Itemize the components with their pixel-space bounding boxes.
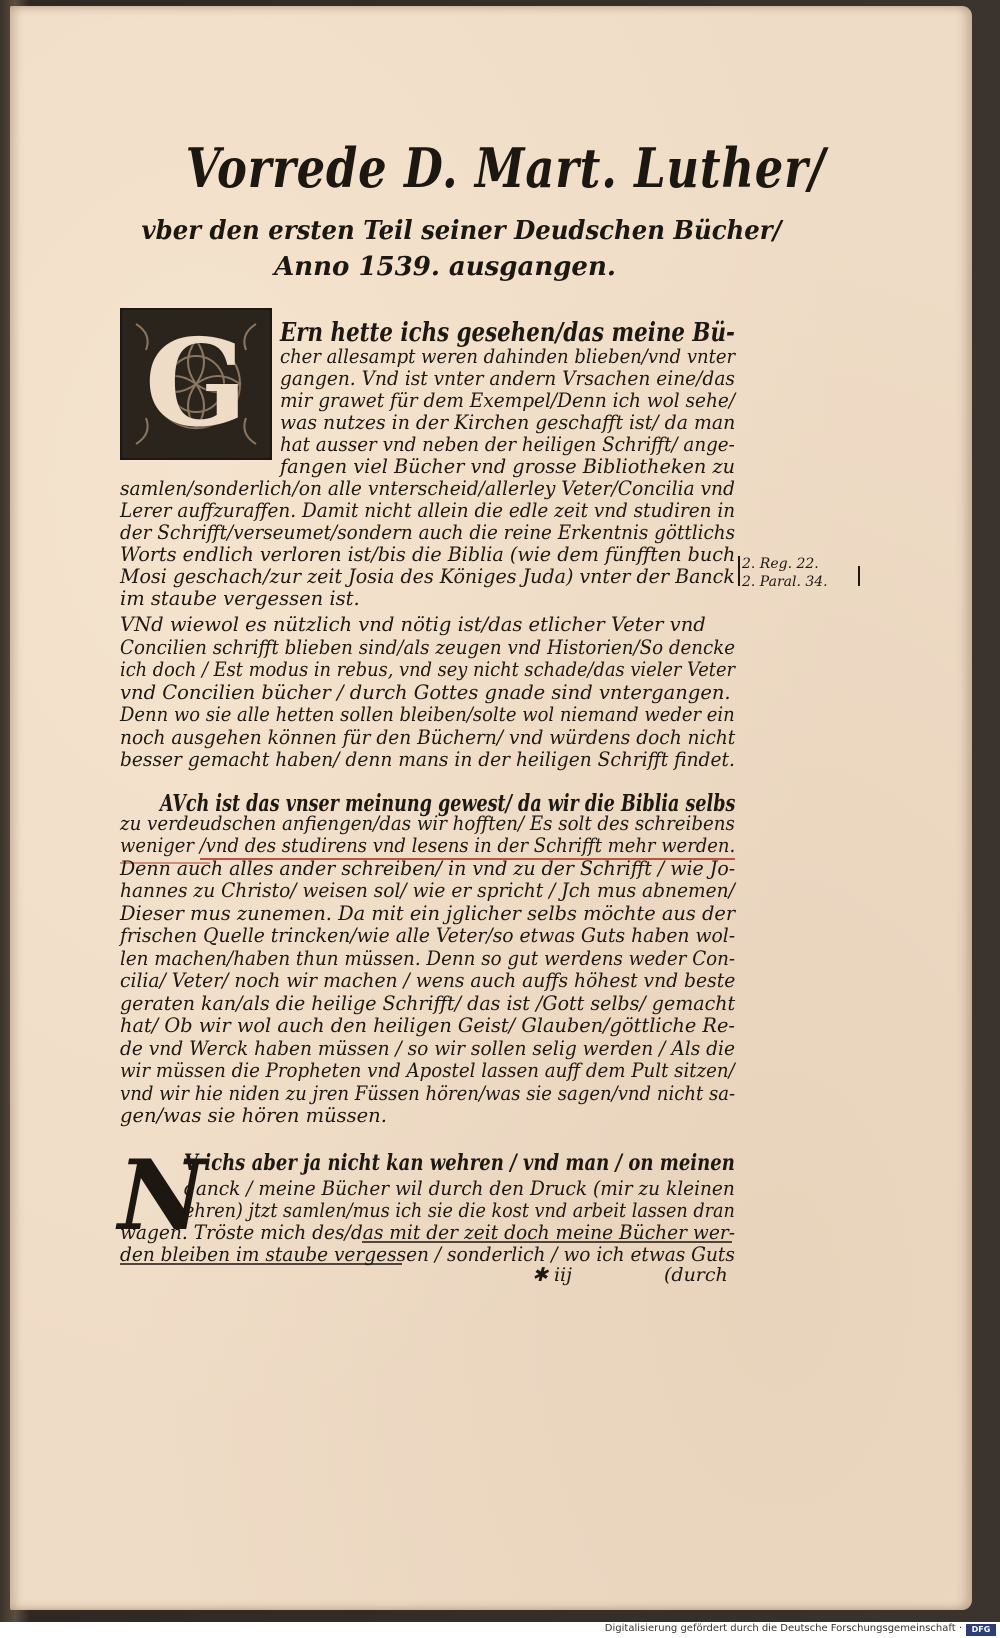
signature-mark: ✱ iij [532, 1264, 573, 1286]
paragraph-1-line: im staube vergessen ist. [120, 587, 360, 610]
paragraph-4-line: danck / meine Bücher wil durch den Druck (mir zu kleinen [184, 1177, 735, 1200]
paragraph-1-line: mir grawet für dem Exempel/Denn ich wol sehe/ [280, 389, 736, 412]
paragraph-1-line: gangen. Vnd ist vnter andern Vrsachen eine/das [280, 367, 735, 390]
paragraph-3-line: cilia/ Veter/ noch wir machen / wens auch auffs höhest vnd beste [120, 969, 736, 992]
paragraph-1-line: Ern hette ichs gesehen/das meine Bü- [280, 318, 735, 348]
paragraph-3-line: wir müssen die Propheten vnd Apostel lassen auff dem Pult sitzen/ [120, 1059, 735, 1082]
page-subtitle: vber den ersten Teil seiner Deudschen Bücher/ [141, 216, 782, 246]
initial-letter-g: G [144, 313, 248, 454]
paragraph-2-line: Concilien schrifft blieben sind/als zeugen vnd Historien/So dencke [120, 635, 736, 659]
catchword: (durch [664, 1264, 728, 1286]
margin-bracket [738, 556, 740, 586]
paragraph-1-line: Worts endlich verloren ist/bis die Biblia (wie dem fünfften buch [120, 543, 736, 566]
paragraph-4-line: V ichs aber ja nicht kan wehren / vnd man / on meinen [184, 1150, 735, 1176]
paragraph-2-line: VNd wiewol es nützlich vnd nötig ist/das etlicher Veter vnd [120, 613, 706, 636]
paragraph-3-line: Dieser mus zunemen. Da mit ein jglicher selbs möchte aus der [120, 901, 736, 925]
initial-letter-n: N [118, 1139, 206, 1252]
page-title: Vorrede D. Mart. Luther/ [185, 136, 826, 200]
dfg-logo-icon: DFG [966, 1624, 996, 1636]
paragraph-1-line: hat ausser vnd neben der heiligen Schrifft/ ange- [280, 433, 735, 456]
paragraph-2-line: vnd Concilien bücher / durch Gottes gnade sind vntergangen. [120, 680, 731, 704]
paragraph-1-line: was nutzes in der Kirchen geschafft ist/ da man [280, 411, 736, 434]
paragraph-3-line: frischen Quelle trincken/wie alle Veter/so etwas Guts haben wol- [120, 924, 736, 947]
paragraph-4-line: wagen. Tröste mich des/das mit der zeit doch meine Bücher wer- [120, 1221, 736, 1244]
paragraph-3-line: weniger /vnd des studirens vnd lesens in der Schrifft mehr werden. [120, 834, 736, 857]
margin-bracket-right [858, 566, 860, 586]
paragraph-3-line: vnd wir hie niden zu jren Füssen hören/was sie sagen/vnd nicht sa- [120, 1081, 736, 1105]
paragraph-3-line: gen/was sie hören müssen. [120, 1104, 387, 1127]
paragraph-3-line: hat/ Ob wir wol auch den heiligen Geist/ Glauben/göttliche Re- [120, 1014, 735, 1037]
footer-credit: Digitalisierung gefördert durch die Deutsche Forschungsgemeinschaft · [604, 1623, 962, 1634]
paragraph-1-line: Lerer auffzuraffen. Damit nicht allein die edle zeit vnd studiren in [120, 499, 736, 522]
paragraph-4-line: den bleiben im staube vergessen / sonderlich / wo ich etwas Guts [120, 1243, 735, 1266]
paragraph-3-line: AVch ist das vnser meinung gewest/ da wir die Biblia selbs [160, 790, 736, 817]
paragraph-3-line: len machen/haben thun müssen. Denn so gut werdens weder Con- [120, 946, 736, 970]
paragraph-3-line: de vnd Werck haben müssen / so wir sollen selig werden / Als die [120, 1036, 735, 1060]
paragraph-1-line: samlen/sonderlich/on alle vnterscheid/allerley Veter/Concilia vnd [120, 477, 735, 500]
paragraph-2-line: ich doch / Est modus in rebus, vnd sey nicht schade/das vieler Veter [120, 658, 736, 681]
paragraph-4-line: ehren) jtzt samlen/mus ich sie die kost vnd arbeit lassen dran [184, 1199, 735, 1222]
margin-note-2: 2. Paral. 34. [742, 574, 828, 590]
paragraph-1-line: Mosi geschach/zur zeit Josia des Königes Juda) vnter der Banck [120, 565, 735, 588]
paragraph-2-line: besser gemacht haben/ denn mans in der heiligen Schrifft findet. [120, 748, 735, 771]
paragraph-2-line: Denn wo sie alle hetten sollen bleiben/solte wol niemand weder ein [120, 703, 735, 726]
paragraph-2-line: noch ausgehen können für den Büchern/ vnd würdens doch nicht [120, 725, 736, 749]
paragraph-3-line: geraten kan/als die heilige Schrifft/ das ist /Gott selbs/ gemacht [120, 991, 736, 1015]
paragraph-3-line: Denn auch alles ander schreiben/ in vnd zu der Schrifft / wie Jo- [120, 856, 736, 880]
margin-note-1: 2. Reg. 22. [742, 556, 819, 572]
paragraph-3-line: hannes zu Christo/ weisen sol/ wie er spricht / Jch mus abnemen/ [120, 879, 735, 902]
paragraph-1-line: fangen viel Bücher vnd grosse Bibliotheken zu [280, 455, 736, 478]
paragraph-1-line: der Schrifft/verseumet/sondern auch die reine Erkentnis göttlichs [120, 521, 736, 544]
paragraph-3-line: zu verdeudschen anfiengen/das wir hofften/ Es solt des schreibens [120, 811, 735, 835]
paragraph-1-line: cher allesampt weren dahinden blieben/vnd vnter [280, 345, 736, 368]
page-year-line: Anno 1539. ausgangen. [274, 252, 616, 282]
decorated-initial [120, 308, 272, 460]
